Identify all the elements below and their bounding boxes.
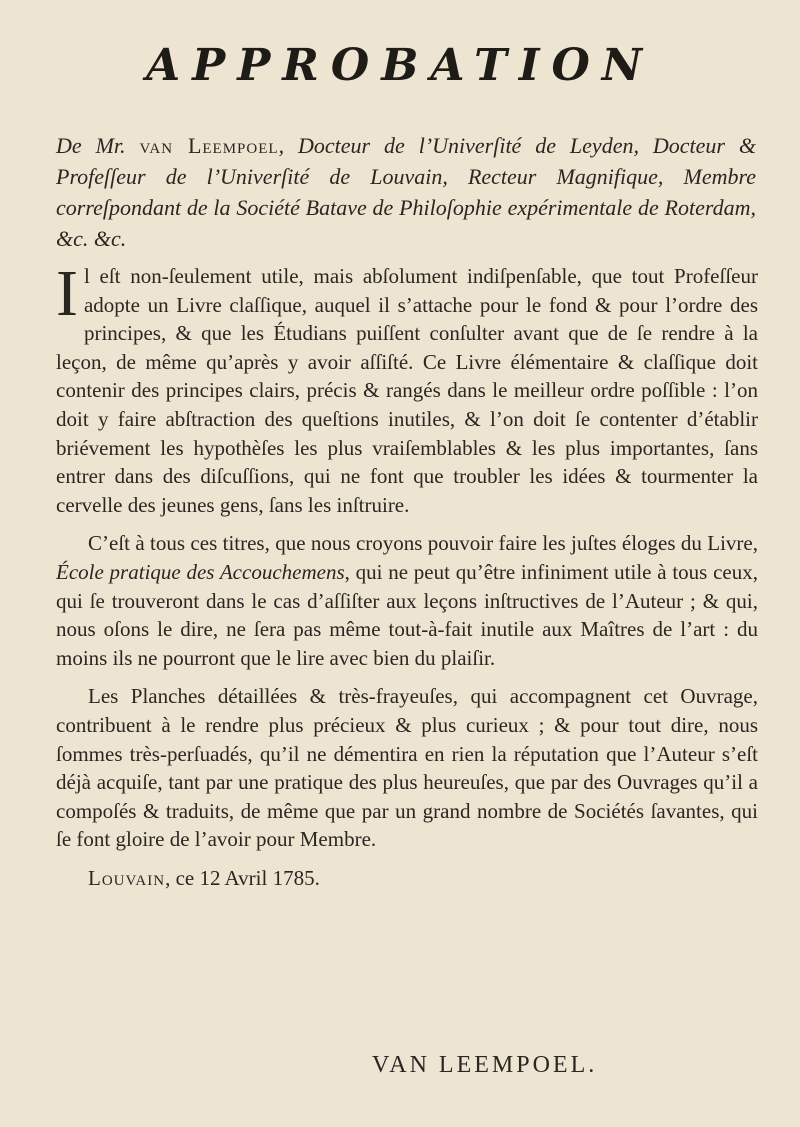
signature: VAN LEEMPOEL. <box>372 1052 598 1078</box>
paragraph-3: Les Planches détaillées & très-frayeuſes, qui accompagnent cet Ouvrage, contribuent à le rendre plus précieux & plus curieux ; & pour tout dire, nous ſommes très-perſuadés, qu’il ne démentira en rien la réputation que l’Auteur s’eſt déjà acquiſe, tant par une pratique des plus heureuſes, que par des Ouvrages qu’il a compoſés & traduits, de même que par un grand nombre de Sociétés ſavantes, qui ſe font gloire de l’avoir pour Membre. <box>56 684 758 852</box>
page-title: APPROBATION <box>146 40 654 91</box>
paragraph-2 <box>56 529 758 672</box>
approbation-heading <box>56 130 756 254</box>
paragraph-2-start: C’eſt à tous ces titres, que nous croyons pouvoir faire les juſtes éloges du Livre, <box>88 531 758 556</box>
heading-titles: , Docteur de l’Univerſité de Leyden, Docteur & Profeſſeur de l’Univerſité de Louvain, Recteur Magnifique, Membre correſpondant de la Société Batave de Philoſophie expérimentale de Roterdam, &c. &c. <box>56 133 757 251</box>
book-title: École pratique des Accouchemens <box>56 559 345 584</box>
dateline <box>56 864 758 893</box>
heading-prefix: De Mr. <box>56 133 126 158</box>
place-name: Louvain <box>88 865 166 890</box>
paragraph-2-end: , qui ne peut qu’être infiniment utile à tous ceux, qui ſe trouveront dans le cas d’aſſiſter aux leçons inſtructives de l’Auteur ; & qui, nous oſons le dire, ne ſera pas même tout-à-fait inutile aux Maîtres de l’art : du moins ils ne pourront que le lire avec bien du plaiſir. <box>56 559 758 670</box>
paragraph-1: Il eſt non-ſeulement utile, mais abſolument indiſpenſable, que tout Profeſſeur adopte un Livre claſſique, auquel il s’attache pour le fond & pour l’ordre des principes, & que les Étudians puiſſent conſulter avant que de ſe rendre à la leçon, de même qu’après y avoir aſſiſté. Ce Livre élémentaire & claſſique doit contenir des principes clairs, précis & rangés dans le meilleur ordre poſſible : l’on doit y faire abſtraction des queſtions inutiles, & l’on doit ſe contenter d’établir briévement les hypothèſes les plus vraiſemblables & les plus importantes, ſans entrer dans des diſcuſſions, qui ne font que troubler les idées & tourmenter la cervelle des jeunes gens, ſans les inſtruire. <box>56 257 758 517</box>
body-text <box>56 257 758 902</box>
date-text: , ce 12 Avril 1785. <box>165 865 320 890</box>
heading-author: van Leempoel <box>139 133 279 158</box>
